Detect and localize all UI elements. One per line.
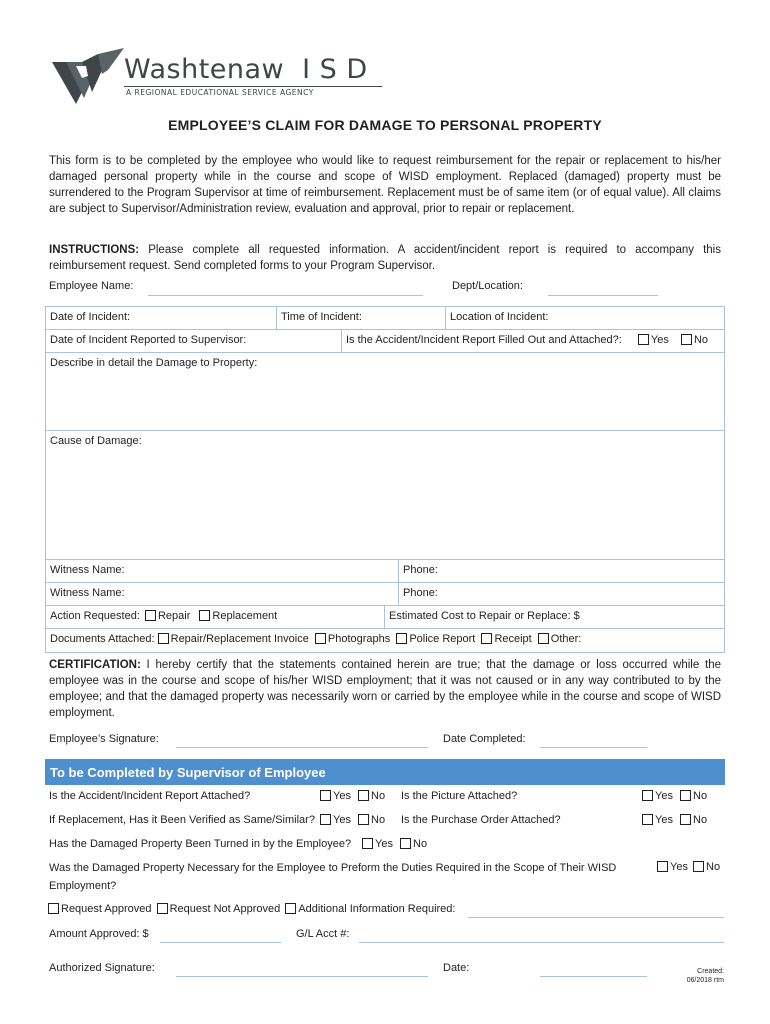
sup-picture-no-label: No [693,790,708,802]
date-of-incident-label: Date of Incident: [50,311,131,323]
wisd-logo-mark-icon [52,48,124,104]
phone-1-cell[interactable] [398,559,725,583]
cause-of-damage-cell[interactable] [45,430,725,560]
q-purchase-order: Is the Purchase Order Attached? [401,814,561,826]
sup-picture-yes-checkbox[interactable] [642,790,653,801]
location-of-incident-cell[interactable] [445,306,725,330]
action-requested-label: Action Requested: [50,610,140,622]
q-verified: If Replacement, Has it Been Verified as Same/Similar? [49,814,315,826]
replacement-checkbox[interactable] [199,610,210,621]
q-turned-in-options [362,837,427,851]
certification-label: CERTIFICATION: [49,659,141,671]
estimated-cost-label: Estimated Cost to Repair or Replace: $ [389,610,580,622]
additional-info-field[interactable] [468,917,724,918]
sup-report-yes-label: Yes [333,790,351,802]
sup-verified-no-label: No [371,814,386,826]
witness-name-2-cell[interactable] [45,582,399,606]
date-reported-label: Date of Incident Reported to Supervisor: [50,334,247,346]
sup-turned-in-yes-label: Yes [375,838,393,850]
supervisor-section-header: To be Completed by Supervisor of Employee [45,759,725,785]
q-picture-attached: Is the Picture Attached? [401,790,518,802]
doc-police-checkbox[interactable] [396,633,407,644]
location-of-incident-label: Location of Incident: [450,311,549,323]
doc-receipt-checkbox[interactable] [481,633,492,644]
approval-row [48,902,455,916]
sup-necessary-no-checkbox[interactable] [693,861,704,872]
footer-created [664,967,724,985]
report-filled-cell [341,329,725,353]
q-report-attached: Is the Accident/Incident Report Attached? [49,790,251,802]
sup-necessary-no-label: No [706,861,721,873]
employee-name-field[interactable] [148,295,423,296]
authorized-signature-label: Authorized Signature: [49,962,155,974]
repair-checkbox[interactable] [145,610,156,621]
report-filled-no-label: No [693,334,709,346]
sup-turned-in-yes-checkbox[interactable] [362,838,373,849]
instructions-text: Please complete all requested information. A accident/incident report is required to accompany this reimbursement request. Send completed forms to your Program Supervisor. [49,244,721,272]
sup-po-no-label: No [693,814,708,826]
report-filled-yes-label: Yes [650,334,669,346]
footer-version: 06/2018 rtm [686,977,724,984]
sup-verified-no-checkbox[interactable] [358,814,369,825]
date-reported-cell[interactable] [45,329,342,353]
sup-turned-in-no-label: No [413,838,428,850]
sup-po-yes-checkbox[interactable] [642,814,653,825]
authorized-signature-field[interactable] [176,976,428,977]
request-not-approved-checkbox[interactable] [157,903,168,914]
date-completed-field[interactable] [540,747,647,748]
doc-invoice-label: Repair/Replacement Invoice [170,633,309,645]
logo-tagline: A REGIONAL EDUCATIONAL SERVICE AGENCY [126,88,314,97]
report-filled-question: Is the Accident/Incident Report Filled Out and Attached?: [346,334,622,346]
instructions-label: INSTRUCTIONS: [49,244,140,256]
witness-name-2-label: Witness Name: [50,587,125,599]
time-of-incident-cell[interactable] [276,306,446,330]
certification-paragraph [49,657,721,721]
supervisor-date-label: Date: [443,962,470,974]
q-purchase-order-options [642,813,707,827]
documents-attached-cell [45,628,725,653]
witness-name-1-cell[interactable] [45,559,399,583]
amount-approved-field[interactable] [160,942,281,943]
dept-location-label: Dept/Location: [452,280,523,292]
doc-receipt-label: Receipt [494,633,532,645]
intro-paragraph: This form is to be completed by the employee who would like to request reimbursement for the repair or replacement to his/her damaged personal property while in the course and scope of WISD employment. Replaced (damaged) property must be surrendered to the Program Supervisor at time of reimbursement. Replacement must be of same item (or of equal value). All claims are subject to Supervisor/Administration review, evaluation and approval, prior to repair or replacement. [49,155,721,215]
sup-picture-no-checkbox[interactable] [680,790,691,801]
estimated-cost-cell[interactable] [384,605,725,629]
request-approved-checkbox[interactable] [48,903,59,914]
doc-other-label: Other: [550,633,582,645]
sup-verified-yes-label: Yes [333,814,351,826]
time-of-incident-label: Time of Incident: [281,311,362,323]
sup-report-no-label: No [371,790,386,802]
employee-name-label: Employee Name: [49,280,134,292]
q-necessary: Was the Damaged Property Necessary for the Employee to Preform the Duties Required in the Scope of Their WISD Employment? [49,862,617,892]
phone-2-label: Phone: [403,587,438,599]
repair-label: Repair [157,610,191,622]
q-turned-in: Has the Damaged Property Been Turned in by the Employee? [49,838,352,850]
phone-2-cell[interactable] [398,582,725,606]
q-verified-options [320,813,385,827]
sup-report-no-checkbox[interactable] [358,790,369,801]
describe-damage-cell[interactable] [45,352,725,431]
report-filled-no-checkbox[interactable] [681,334,692,345]
amount-approved-label: Amount Approved: $ [49,928,149,940]
sup-verified-yes-checkbox[interactable] [320,814,331,825]
sup-po-yes-label: Yes [655,814,673,826]
employee-signature-field[interactable] [176,747,428,748]
documents-attached-label: Documents Attached: [50,633,155,645]
action-requested-cell [45,605,385,629]
report-filled-yes-checkbox[interactable] [638,334,649,345]
additional-info-checkbox[interactable] [285,903,296,914]
footer-created-label: Created: [697,968,724,975]
sup-picture-yes-label: Yes [655,790,673,802]
doc-photographs-label: Photographs [327,633,391,645]
logo-name: Washtenaw [124,54,285,85]
supervisor-date-field[interactable] [540,976,647,977]
sup-report-yes-checkbox[interactable] [320,790,331,801]
q-necessary-options [657,860,720,874]
doc-other-checkbox[interactable] [538,633,549,644]
instructions-paragraph [49,242,721,274]
sup-turned-in-no-checkbox[interactable] [400,838,411,849]
witness-name-1-label: Witness Name: [50,564,125,576]
replacement-label: Replacement [212,610,278,622]
sup-necessary-yes-label: Yes [670,861,688,873]
sup-po-no-checkbox[interactable] [680,814,691,825]
doc-police-label: Police Report [409,633,476,645]
cause-of-damage-label: Cause of Damage: [50,435,142,447]
employee-signature-label: Employee’s Signature: [49,733,159,745]
request-not-approved-label: Request Not Approved [169,903,281,915]
additional-info-label: Additional Information Required: [298,903,456,915]
gl-acct-field[interactable] [359,942,724,943]
q-report-attached-options [320,789,385,803]
form-title: EMPLOYEE’S CLAIM FOR DAMAGE TO PERSONAL PROPERTY [168,117,602,133]
gl-acct-label: G/L Acct #: [296,928,350,940]
q-picture-attached-options [642,789,707,803]
logo-suffix: I S D [302,54,368,85]
logo [50,46,390,104]
certification-text: I hereby certify that the statements contained herein are true; that the damage or loss occurred while the employee was in the course and scope of his/her WISD employment; that it was not caused or in any way contributed to by the employee; and that the damaged property was necessarily worn or carried by the employee while in the course and scope of WISD employment. [49,659,721,719]
date-of-incident-cell[interactable] [45,306,277,330]
date-completed-label: Date Completed: [443,733,526,745]
phone-1-label: Phone: [403,564,438,576]
dept-location-field[interactable] [548,295,658,296]
doc-photographs-checkbox[interactable] [315,633,326,644]
doc-invoice-checkbox[interactable] [158,633,169,644]
describe-damage-label: Describe in detail the Damage to Property: [50,357,258,369]
sup-necessary-yes-checkbox[interactable] [657,861,668,872]
request-approved-label: Request Approved [61,903,152,915]
